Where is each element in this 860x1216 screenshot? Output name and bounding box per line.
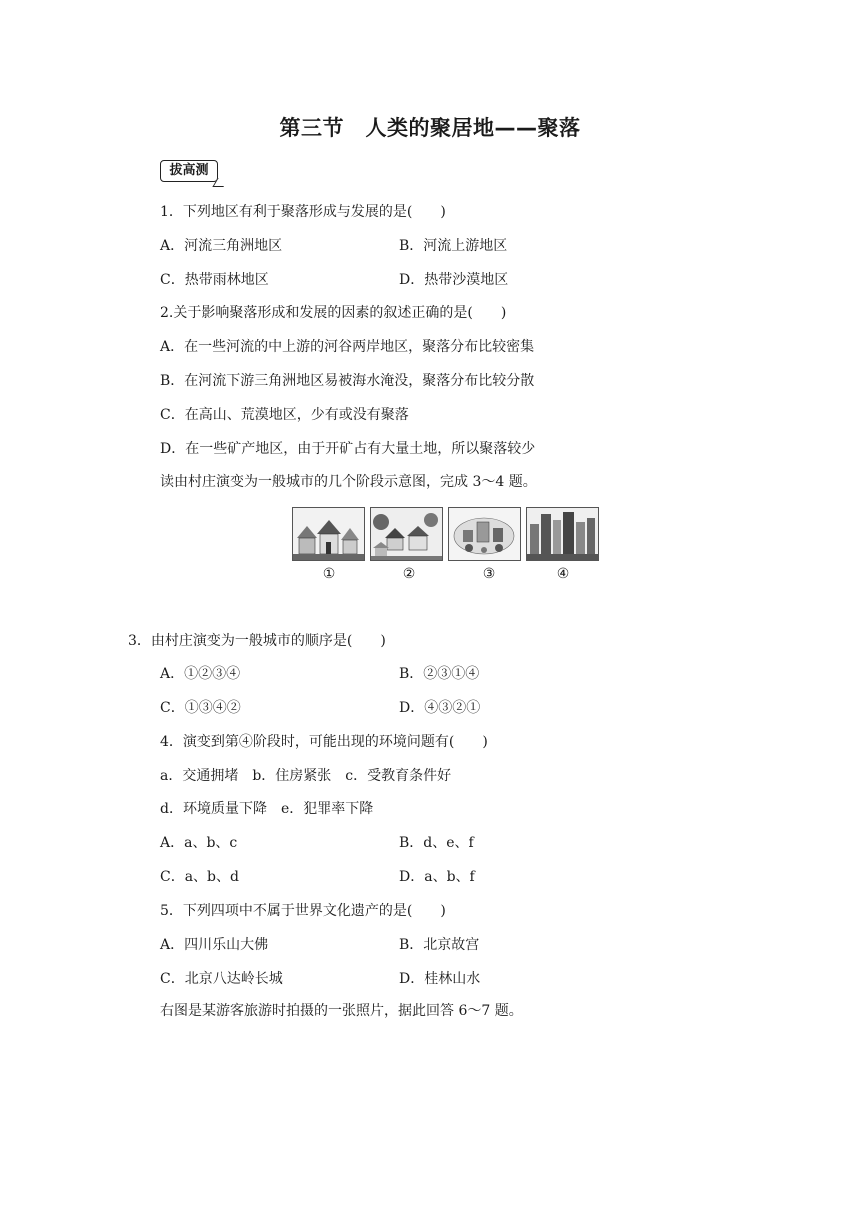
intro-3-4: 读由村庄演变为一般城市的几个阶段示意图，完成 3～4 题。 (160, 474, 537, 490)
q5-option-a: A．四川乐山大佛 (160, 937, 269, 953)
stage-1-caption: ① (322, 566, 336, 582)
badge-label: 拔高测 (169, 163, 209, 178)
q4-items-line-2: d．环境质量下降 e．犯罪率下降 (160, 801, 374, 817)
q2-stem: 2.关于影响聚落形成和发展的因素的叙述正确的是( ) (160, 305, 507, 321)
section-badge (160, 160, 218, 182)
q2-option-a: A．在一些河流的中上游的河谷两岸地区，聚落分布比较密集 (160, 339, 535, 355)
q2-option-c: C．在高山、荒漠地区，少有或没有聚落 (160, 407, 409, 423)
q5-option-d: D．桂林山水 (399, 971, 481, 987)
q4-stem: 4．演变到第④阶段时，可能出现的环境问题有( ) (160, 734, 488, 750)
page-title: 第三节 人类的聚居地——聚落 (279, 116, 581, 140)
q1-option-d: D．热带沙漠地区 (399, 272, 509, 288)
q3-stem: 3．由村庄演变为一般城市的顺序是( ) (128, 633, 386, 649)
q1-option-c: C．热带雨林地区 (160, 272, 269, 288)
q3-option-b: B．②③①④ (399, 666, 480, 682)
q5-stem: 5．下列四项中不属于世界文化遗产的是( ) (160, 903, 446, 919)
q4-items-line-1: a．交通拥堵 b．住房紧张 c．受教育条件好 (160, 768, 452, 784)
q4-option-d: D．a、b、f (399, 869, 475, 885)
q2-option-b: B．在河流下游三角洲地区易被海水淹没，聚落分布比较分散 (160, 373, 535, 389)
q4-option-a: A．a、b、c (160, 835, 238, 851)
stage-2-caption: ② (402, 566, 416, 582)
q4-option-c: C．a、b、d (160, 869, 239, 885)
stage-1-image (292, 507, 365, 561)
stage-3-caption: ③ (482, 566, 496, 582)
q1-option-a: A．河流三角洲地区 (160, 238, 283, 254)
stage-4-image (526, 507, 599, 561)
q5-option-b: B．北京故宫 (399, 937, 480, 953)
q1-stem: 1．下列地区有利于聚落形成与发展的是( ) (160, 204, 446, 220)
q3-option-c: C．①③④② (160, 700, 241, 716)
stage-3-image (448, 507, 521, 561)
q1-option-b: B．河流上游地区 (399, 238, 508, 254)
stage-2-image (370, 507, 443, 561)
q4-option-b: B．d、e、f (399, 835, 474, 851)
q5-option-c: C．北京八达岭长城 (160, 971, 283, 987)
stage-4-caption: ④ (556, 566, 570, 582)
q2-option-d: D．在一些矿产地区，由于开矿占有大量土地，所以聚落较少 (160, 441, 536, 457)
q3-option-d: D．④③②① (399, 700, 481, 716)
intro-6-7: 右图是某游客旅游时拍摄的一张照片，据此回答 6～7 题。 (160, 1003, 523, 1019)
q3-option-a: A．①②③④ (160, 666, 241, 682)
